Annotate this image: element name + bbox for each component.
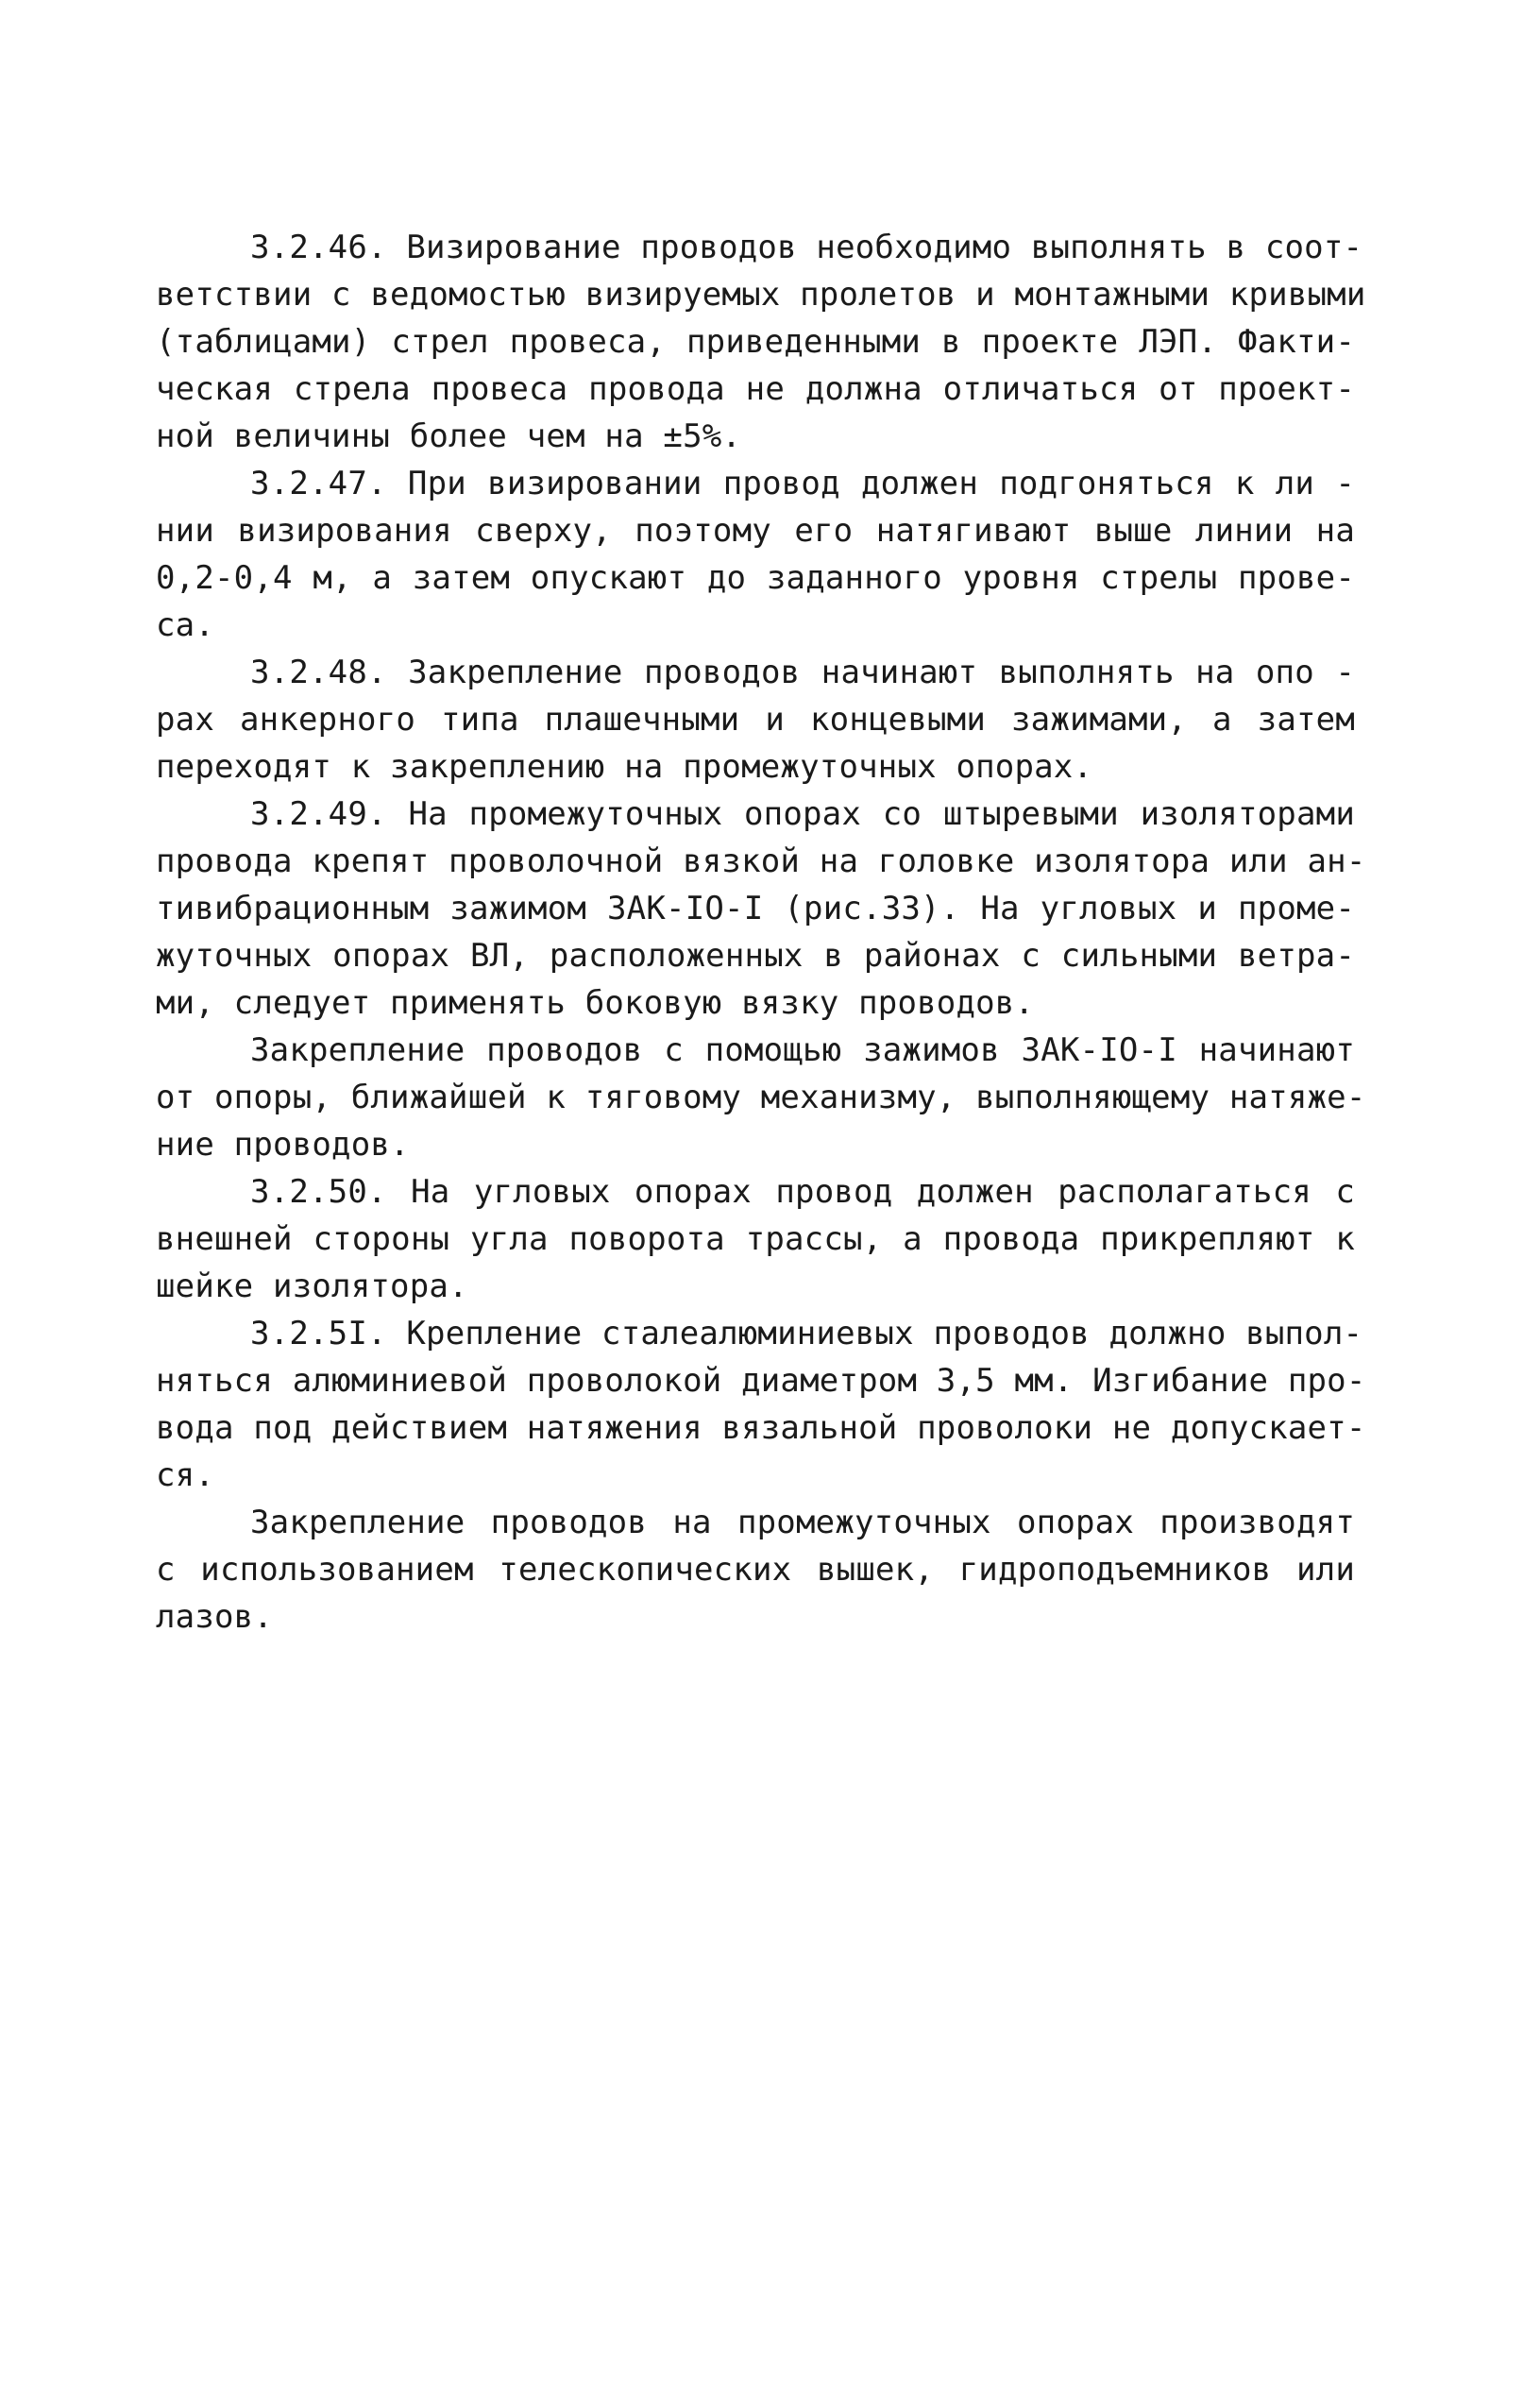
paragraph-line: 3.2.5I. Крепление сталеалюминиевых проводов должно выпол-: [250, 1315, 1363, 1352]
paragraph-line: са.: [156, 606, 215, 644]
paragraph-line: няться алюминиевой проволокой диаметром 3,5 мм. Изгибание про-: [156, 1362, 1366, 1400]
paragraph-line: переходят к закреплению на промежуточных опорах.: [156, 748, 1093, 786]
paragraph-line: с использованием телескопических вышек, гидроподъемников или: [156, 1551, 1355, 1589]
paragraph-line: ми, следует применять боковую вязку проводов.: [156, 984, 1035, 1022]
paragraph-line: Закрепление проводов с помощью зажимов ЗАК-IO-I начинают: [250, 1031, 1355, 1069]
paragraph-line: 0,2-0,4 м, а затем опускают до заданного уровня стрелы прове-: [156, 559, 1355, 597]
paragraph-line: тивибрационным зажимом ЗАК-IO-I (рис.33). На угловых и проме-: [156, 890, 1355, 927]
paragraph-line: Закрепление проводов на промежуточных опорах производят: [250, 1504, 1355, 1541]
paragraph-line: шейке изолятора.: [156, 1267, 468, 1305]
paragraph-line: рах анкерного типа плашечными и концевыми зажимами, а затем: [156, 701, 1355, 739]
paragraph-line: 3.2.46. Визирование проводов необходимо выполнять в соот-: [250, 229, 1363, 266]
paragraph-line: (таблицами) стрел провеса, приведенными в проекте ЛЭП. Факти-: [156, 323, 1355, 361]
paragraph-line: нии визирования сверху, поэтому его натягивают выше линии на: [156, 512, 1355, 550]
paragraph-line: ние проводов.: [156, 1126, 410, 1164]
document-body: [156, 224, 1366, 1641]
paragraph-line: 3.2.49. На промежуточных опорах со штыревыми изоляторами: [250, 795, 1355, 833]
paragraph-line: ной величины более чем на ±5%.: [156, 417, 742, 455]
paragraph-line: внешней стороны угла поворота трассы, а провода прикрепляют к: [156, 1220, 1355, 1258]
paragraph-line: жуточных опорах ВЛ, расположенных в районах с сильными ветра-: [156, 937, 1355, 975]
paragraph-line: 3.2.50. На угловых опорах провод должен располагаться с: [250, 1173, 1355, 1211]
paragraph-line: ся.: [156, 1456, 215, 1494]
paragraph-line: 3.2.48. Закрепление проводов начинают выполнять на опо -: [250, 654, 1355, 691]
paragraph-line: вода под действием натяжения вязальной проволоки не допускает-: [156, 1409, 1366, 1447]
paragraph-line: от опоры, ближайшей к тяговому механизму, выполняющему натяже-: [156, 1079, 1366, 1116]
paragraph-line: ветствии с ведомостью визируемых пролетов и монтажными кривыми: [156, 276, 1366, 314]
paragraph-line: 3.2.47. При визировании провод должен подгоняться к ли -: [250, 465, 1355, 502]
paragraph-line: лазов.: [156, 1598, 274, 1636]
paragraph-line: ческая стрела провеса провода не должна отличаться от проект-: [156, 370, 1355, 408]
paragraph-line: провода крепят проволочной вязкой на головке изолятора или ан-: [156, 842, 1366, 880]
